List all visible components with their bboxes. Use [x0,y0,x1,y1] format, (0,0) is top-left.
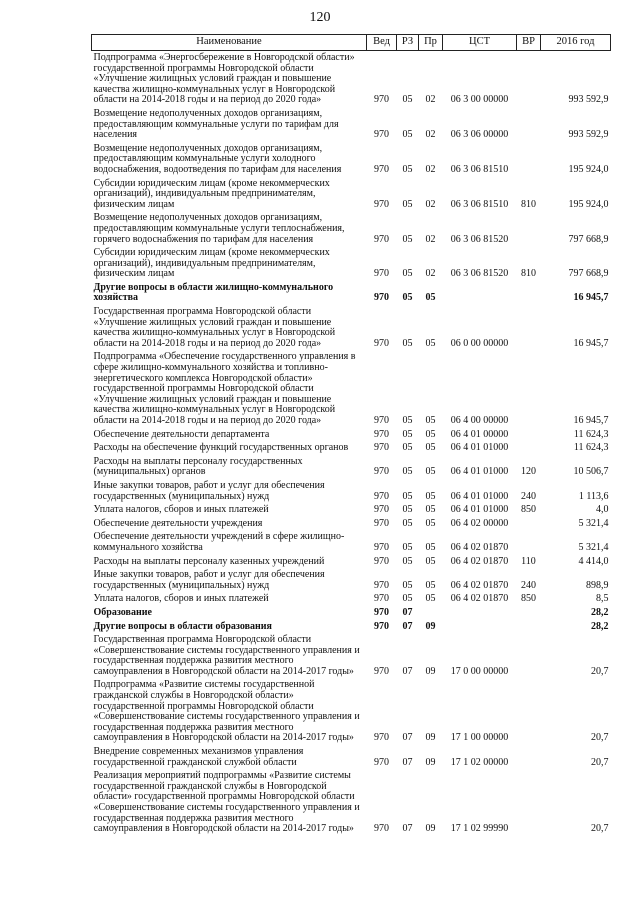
row-cst: 06 3 06 81510 [450,198,509,210]
row-pr: 05 [425,541,436,553]
row-ved: 970 [374,504,389,516]
table-row [92,479,611,503]
row-name: Образование [93,606,152,618]
row-name: Государственная программа Новгородской области «Совершенствование системы государственного управления и государственная поддержка развития местного самоуправления в Новгородской области на 2014-2017 годы» [93,634,360,677]
row-pr: 09 [425,732,436,744]
table-row [92,606,611,620]
row-ved: 970 [374,163,389,175]
row-cst [443,281,517,305]
row-name: Возмещение недополученных доходов организациям, предоставляющим коммунальные услуги холодного водоснабжения, водоотведения по тарифам для населения [93,142,342,175]
row-vr [517,678,541,745]
column-header-cst: ЦСТ [443,35,517,51]
row-pr: 09 [425,665,436,677]
table-row [92,633,611,678]
row-ved: 970 [374,466,389,478]
row-rz: 07 [402,756,413,768]
row-name: Возмещение недополученных доходов организациям, предоставляющим коммунальные услуги теплоснабжения, горячего водоснабжения по тарифам для населения [93,212,345,245]
row-cst: 06 4 02 01870 [450,555,509,567]
row-name: Обеспечение деятельности учреждений в сфере жилищно-коммунального хозяйства [93,531,345,553]
row-cst: 06 3 06 81510 [450,163,509,175]
table-row [92,530,611,554]
row-name: Обеспечение деятельности департамента [93,428,270,440]
row-vr [517,51,541,107]
row-vr [517,530,541,554]
row-vr [517,745,541,769]
row-rz: 05 [402,198,413,210]
row-rz: 05 [402,268,413,280]
table-row [92,745,611,769]
row-amount: 993 592,9 [568,129,609,141]
row-cst: 06 4 01 01000 [450,442,509,454]
row-ved: 970 [374,620,389,632]
row-rz: 05 [402,517,413,529]
row-name: Расходы на выплаты персоналу государственных (муниципальных) органов [93,455,303,478]
row-ved: 970 [374,268,389,280]
row-ved: 970 [374,292,389,304]
row-name: Уплата налогов, сборов и иных платежей [93,504,269,516]
row-ved: 970 [374,606,389,618]
row-pr: 05 [425,442,436,454]
row-pr: 02 [425,94,436,106]
row-vr: 240 [521,490,536,502]
row-name: Другие вопросы в области образования [93,620,272,632]
row-ved: 970 [374,490,389,502]
row-pr: 05 [425,466,436,478]
row-vr: 120 [521,466,536,478]
row-amount: 11 624,3 [573,442,609,454]
row-vr [517,606,541,620]
row-rz: 05 [402,593,413,605]
row-amount: 16 945,7 [573,292,609,304]
table-row [92,455,611,479]
row-rz: 07 [402,606,413,618]
row-name: Иные закупки товаров, работ и услуг для обеспечения государственных (муниципальных) нужд [93,479,325,502]
row-vr [517,142,541,177]
row-cst: 06 4 02 01870 [450,579,509,591]
row-cst: 06 4 01 01000 [450,504,509,516]
row-ved: 970 [374,415,389,426]
row-amount: 20,7 [591,756,609,768]
row-rz: 05 [402,504,413,516]
row-rz: 05 [402,337,413,349]
row-rz: 05 [402,94,413,106]
row-rz: 05 [402,292,413,304]
table-row [92,281,611,305]
row-name: Подпрограмма «Обеспечение государственного управления в сфере жилищно-коммунального хозяйства и топливно-энергетического комплекса Новгородской области» государственной программы Новгородской области «Улучшение жилищных условий граждан и повышение качества жилищно-коммунальных услуг в Новгородской области на 2014-2018 годы и на период до 2020 года» [93,351,356,426]
row-pr: 02 [425,129,436,141]
row-cst [443,620,517,634]
row-name: Другие вопросы в области жилищно-коммунального хозяйства [93,281,334,304]
row-ved: 970 [374,233,389,245]
row-rz: 05 [402,129,413,141]
row-cst: 06 4 01 01000 [450,490,509,502]
row-amount: 797 668,9 [568,268,609,280]
row-pr [419,606,443,620]
row-vr: 240 [521,579,536,591]
row-cst: 17 0 00 00000 [450,665,509,677]
row-name: Реализация мероприятий подпрограммы «Развитие системы государственной гражданской службы в Новгородской области» государственной программы Новгородской области «Совершенствование системы государственного управления и государственная поддержка развития местного самоуправления в Новгородской области на 2014-2017 годы» [93,770,360,835]
row-amount: 20,7 [591,665,609,677]
table-row [92,620,611,634]
row-cst: 17 1 02 99990 [450,823,509,835]
row-pr: 05 [425,517,436,529]
row-vr [517,281,541,305]
row-name: Иные закупки товаров, работ и услуг для обеспечения государственных (муниципальных) нужд [93,569,325,591]
row-pr: 02 [425,233,436,245]
row-ved: 970 [374,428,389,440]
row-pr: 02 [425,268,436,280]
row-vr [517,620,541,634]
table-row [92,769,611,836]
row-amount: 16 945,7 [573,415,609,426]
table-header-row [92,35,611,51]
row-cst: 06 4 02 01870 [450,541,509,553]
table-row [92,107,611,142]
row-pr: 09 [425,620,436,632]
row-pr: 09 [425,756,436,768]
table-row [92,246,611,281]
row-vr [517,350,541,427]
row-cst: 17 1 02 00000 [450,756,509,768]
row-vr: 850 [521,504,536,516]
row-vr [517,769,541,836]
table-row [92,517,611,531]
table-row [92,441,611,455]
row-pr: 02 [425,198,436,210]
row-name: Возмещение недополученных доходов организациям, предоставляющим коммунальные услуги по тарифам для населения [93,107,339,141]
row-cst: 06 4 02 00000 [450,517,509,529]
row-rz: 05 [402,415,413,426]
row-amount: 4,0 [596,504,609,516]
row-cst: 06 4 01 00000 [450,428,509,440]
row-rz: 05 [402,555,413,567]
row-cst: 17 1 00 00000 [450,732,509,744]
row-pr: 05 [425,337,436,349]
row-vr: 110 [521,555,536,567]
row-name: Расходы на обеспечение функций государственных органов [93,442,349,454]
row-pr: 05 [425,292,436,304]
row-amount: 20,7 [591,823,609,835]
row-cst: 06 4 02 01870 [450,593,509,605]
row-cst: 06 0 00 00000 [450,337,509,349]
row-vr [517,441,541,455]
budget-table [91,34,611,836]
row-rz: 05 [402,541,413,553]
row-rz: 05 [402,428,413,440]
table-row [92,678,611,745]
row-rz: 07 [402,620,413,632]
row-pr: 05 [425,428,436,440]
row-rz: 05 [402,466,413,478]
row-vr [517,211,541,246]
row-pr: 05 [425,555,436,567]
row-amount: 11 624,3 [573,428,609,440]
row-ved: 970 [374,517,389,529]
row-name: Уплата налогов, сборов и иных платежей [93,593,269,605]
row-amount: 5 321,4 [578,541,609,553]
row-amount: 898,9 [586,579,609,591]
row-vr: 810 [521,268,536,280]
row-amount: 195 924,0 [568,198,609,210]
row-rz: 05 [402,490,413,502]
row-ved: 970 [374,579,389,591]
row-vr [517,107,541,142]
row-amount: 993 592,9 [568,94,609,106]
row-rz: 05 [402,442,413,454]
row-cst [443,606,517,620]
table-row [92,428,611,442]
column-header-name: Наименование [92,35,367,51]
row-name: Субсидии юридическим лицам (кроме некоммерческих организаций), индивидуальным предпринимателям, физическим лицам [93,177,330,210]
row-amount: 1 113,6 [578,490,609,502]
row-pr: 02 [425,163,436,175]
row-cst: 06 4 00 00000 [450,415,509,426]
row-rz: 05 [402,233,413,245]
row-ved: 970 [374,665,389,677]
row-ved: 970 [374,756,389,768]
row-name: Расходы на выплаты персоналу казенных учреждений [93,555,325,567]
table-row [92,350,611,427]
row-amount: 16 945,7 [573,337,609,349]
row-cst: 06 3 06 00000 [450,129,509,141]
row-vr [517,305,541,350]
column-header-vr: ВР [517,35,541,51]
row-amount: 8,5 [596,593,609,605]
table-row [92,568,611,592]
row-name: Подпрограмма «Развитие системы государственной гражданской службы в Новгородской области» государственной программы Новгородской области «Совершенствование системы государственного управления и государственная поддержка развития местного самоуправления в Новгородской области на 2014-2017 годы» [93,679,360,744]
row-name: Подпрограмма «Энергосбережение в Новгородской области» государственной программы Новгородской области «Улучшение жилищных условий граждан и повышение качества жилищно-коммунальных услуг в Новгородской области на 2014-2018 годы и на период до 2020 года» [93,52,355,106]
page-number: 120 [309,10,331,25]
row-ved: 970 [374,94,389,106]
row-vr: 850 [521,593,536,605]
row-amount: 195 924,0 [568,163,609,175]
column-header-rz: РЗ [397,35,419,51]
table-row [92,211,611,246]
row-name: Обеспечение деятельности учреждения [93,517,263,529]
row-amount: 797 668,9 [568,233,609,245]
row-name: Государственная программа Новгородской области «Улучшение жилищных условий граждан и повышение качества жилищно-коммунальных услуг в Новгородской области на 2014-2018 годы и на период до 2020 года» [93,306,336,349]
row-ved: 970 [374,442,389,454]
row-name: Субсидии юридическим лицам (кроме некоммерческих организаций), индивидуальным предпринимателям, физическим лицам [93,247,330,280]
table-row [92,592,611,606]
row-ved: 970 [374,732,389,744]
table-row [92,503,611,517]
row-amount: 20,7 [591,732,609,744]
row-pr: 05 [425,504,436,516]
row-rz: 05 [402,579,413,591]
table-row [92,177,611,212]
column-header-pr: Пр [419,35,443,51]
row-rz: 05 [402,163,413,175]
table-row [92,305,611,350]
row-pr: 05 [425,490,436,502]
row-cst: 06 3 06 81520 [450,233,509,245]
row-amount: 4 414,0 [578,555,609,567]
table-row [92,51,611,107]
row-rz: 07 [402,665,413,677]
row-vr [517,517,541,531]
row-cst: 06 3 06 81520 [450,268,509,280]
row-vr: 810 [521,198,536,210]
row-ved: 970 [374,541,389,553]
row-ved: 970 [374,593,389,605]
row-cst: 06 4 01 01000 [450,466,509,478]
row-cst: 06 3 00 00000 [450,94,509,106]
row-vr [517,428,541,442]
row-ved: 970 [374,337,389,349]
row-name: Внедрение современных механизмов управления государственной гражданской службой области [93,746,304,768]
row-amount: 28,2 [591,620,609,632]
row-pr: 05 [425,415,436,426]
row-rz: 07 [402,732,413,744]
row-amount: 28,2 [591,606,609,618]
column-header-year: 2016 год [541,35,611,51]
column-header-ved: Вед [367,35,397,51]
row-amount: 5 321,4 [578,517,609,529]
row-rz: 07 [402,823,413,835]
row-vr [517,633,541,678]
row-pr: 05 [425,579,436,591]
table-row [92,555,611,569]
row-pr: 09 [425,823,436,835]
row-ved: 970 [374,555,389,567]
row-ved: 970 [374,198,389,210]
table-row [92,142,611,177]
row-ved: 970 [374,823,389,835]
row-pr: 05 [425,593,436,605]
row-amount: 10 506,7 [573,466,609,478]
row-ved: 970 [374,129,389,141]
